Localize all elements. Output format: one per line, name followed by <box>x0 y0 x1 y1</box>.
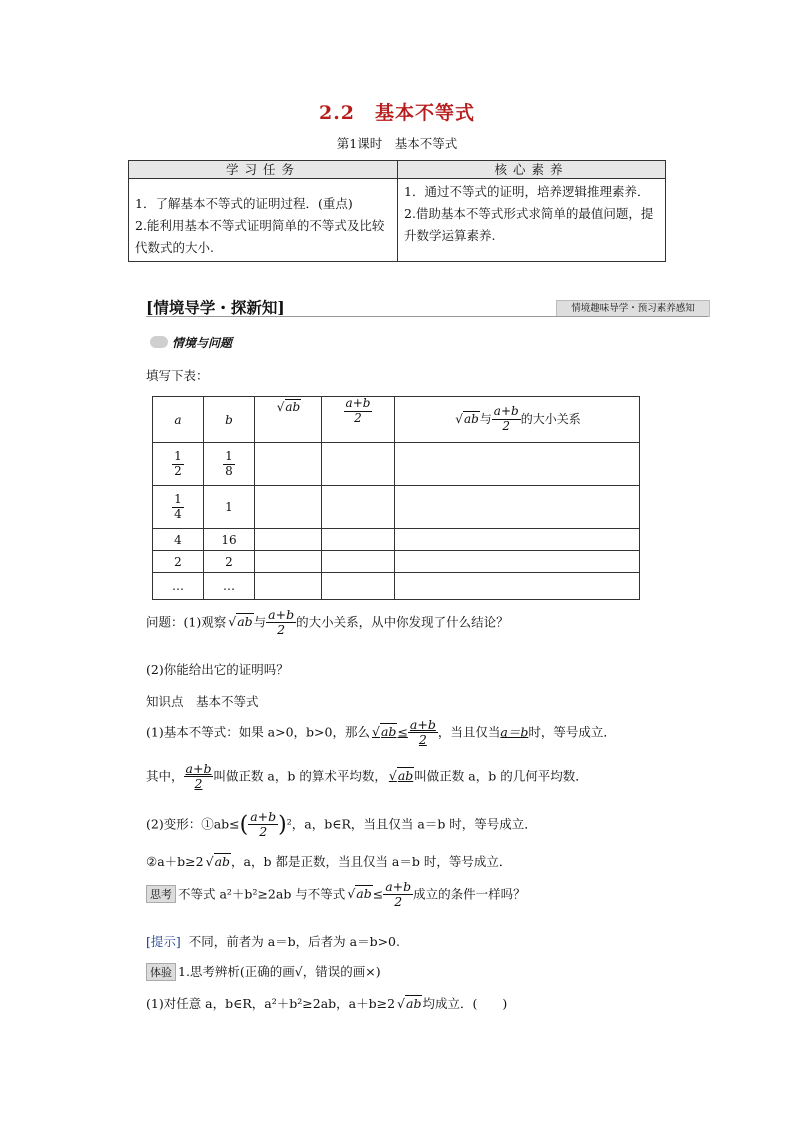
literacy-item: 2.借助基本不等式形式求简单的最值问题，提升数学运算素养. <box>404 206 654 243</box>
hint: [提示] 不同，前者为 a＝b，后者为 a＝b>0. <box>146 934 400 949</box>
bulb-icon <box>150 336 168 348</box>
table-row: … … <box>153 573 640 600</box>
objectives-table <box>128 160 666 262</box>
cell-blank[interactable] <box>255 551 322 573</box>
page-title: 2.2 基本不等式 <box>318 102 476 124</box>
header-b: b <box>204 397 255 443</box>
question-1: 问题：(1)观察√ ab与 $\frac{a+b}{2}$ 的大小关系，从中你发现了什么结论？ <box>146 608 509 638</box>
cell-blank[interactable] <box>255 443 322 486</box>
cell-blank[interactable] <box>322 529 395 551</box>
table-row: 2 2 <box>153 551 640 573</box>
section-title: [情境导学・探新知] <box>146 298 285 317</box>
header-mean: $\frac{a+b}{2}$ <box>322 397 395 443</box>
exercise-1: (1)对任意 a，b∈R，a²＋b²≥2ab，a＋b≥2√ ab均成立．( ) <box>146 994 507 1012</box>
header-relation: √ ab与 $\frac{a+b}{2}$ 的大小关系 <box>395 397 640 443</box>
cell-blank[interactable] <box>255 573 322 600</box>
table-row: $\frac{1}{2}$ $\frac{1}{8}$ <box>153 443 640 486</box>
cell-blank[interactable] <box>255 529 322 551</box>
cell-blank[interactable] <box>322 443 395 486</box>
definition-2: 其中， $\frac{a+b}{2}$ 叫做正数 a，b 的算术平均数，√ ab叫做正数 a，b 的几何平均数． <box>146 762 588 792</box>
think-tag: 思考 <box>146 885 176 903</box>
think-question: 思考 不等式 a²＋b²≥2ab 与不等式√ ab≤ $\frac{a+b}{2}$ 成立的条件一样吗？ <box>146 880 526 910</box>
variant-2: ②a＋b≥2√ ab，a，b 都是正数，当且仅当 a＝b 时，等号成立． <box>146 852 511 870</box>
header-sqrt: √ ab <box>255 397 322 443</box>
knowledge-point-title: 知识点 基本不等式 <box>146 694 259 709</box>
cell-blank[interactable] <box>395 573 640 600</box>
cell-blank[interactable] <box>395 529 640 551</box>
col-header-literacy: 核心素养 <box>398 161 666 179</box>
table-row: $\frac{1}{4}$ 1 <box>153 486 640 529</box>
cell-blank[interactable] <box>322 486 395 529</box>
hint-tag: [提示] <box>146 934 181 949</box>
header-a: a <box>153 397 204 443</box>
fill-prompt: 填写下表： <box>146 368 209 383</box>
section-divider <box>146 316 708 317</box>
literacy-cell <box>398 179 666 262</box>
cell-blank[interactable] <box>322 551 395 573</box>
variant-1: (2)变形：①ab≤( $\frac{a+b}{2}$ )²，a，b∈R，当且仅当 a＝b 时，等号成立． <box>146 809 537 840</box>
subsection-title <box>150 334 232 351</box>
task-item: 1．了解基本不等式的证明过程．(重点) <box>135 196 353 211</box>
experience-prompt: 体验 1.思考辨析(正确的画√，错误的画×) <box>146 962 381 981</box>
section-tag: 情境趣味导学・预习素养感知 <box>556 300 710 317</box>
cell-blank[interactable] <box>395 551 640 573</box>
subsection-label: 情境与问题 <box>172 336 233 350</box>
table-row: 4 16 <box>153 529 640 551</box>
literacy-item: 1．通过不等式的证明，培养逻辑推理素养． <box>404 184 650 199</box>
cell-blank[interactable] <box>395 443 640 486</box>
task-item: 2.能利用基本不等式证明简单的不等式及比较代数式的大小. <box>135 218 385 255</box>
cell-blank[interactable] <box>322 573 395 600</box>
definition-1: (1)基本不等式：如果 a>0，b>0，那么√ ab≤ $\frac{a+b}{2}$ ，当且仅当a＝b时，等号成立． <box>146 718 616 748</box>
tasks-cell <box>129 179 398 262</box>
experience-tag: 体验 <box>146 963 176 981</box>
comparison-table <box>152 396 640 600</box>
lesson-subtitle: 第1课时 基本不等式 <box>336 136 458 151</box>
cell-blank[interactable] <box>255 486 322 529</box>
col-header-tasks: 学习任务 <box>129 161 398 179</box>
cell-blank[interactable] <box>395 486 640 529</box>
question-2: (2)你能给出它的证明吗？ <box>146 662 289 677</box>
